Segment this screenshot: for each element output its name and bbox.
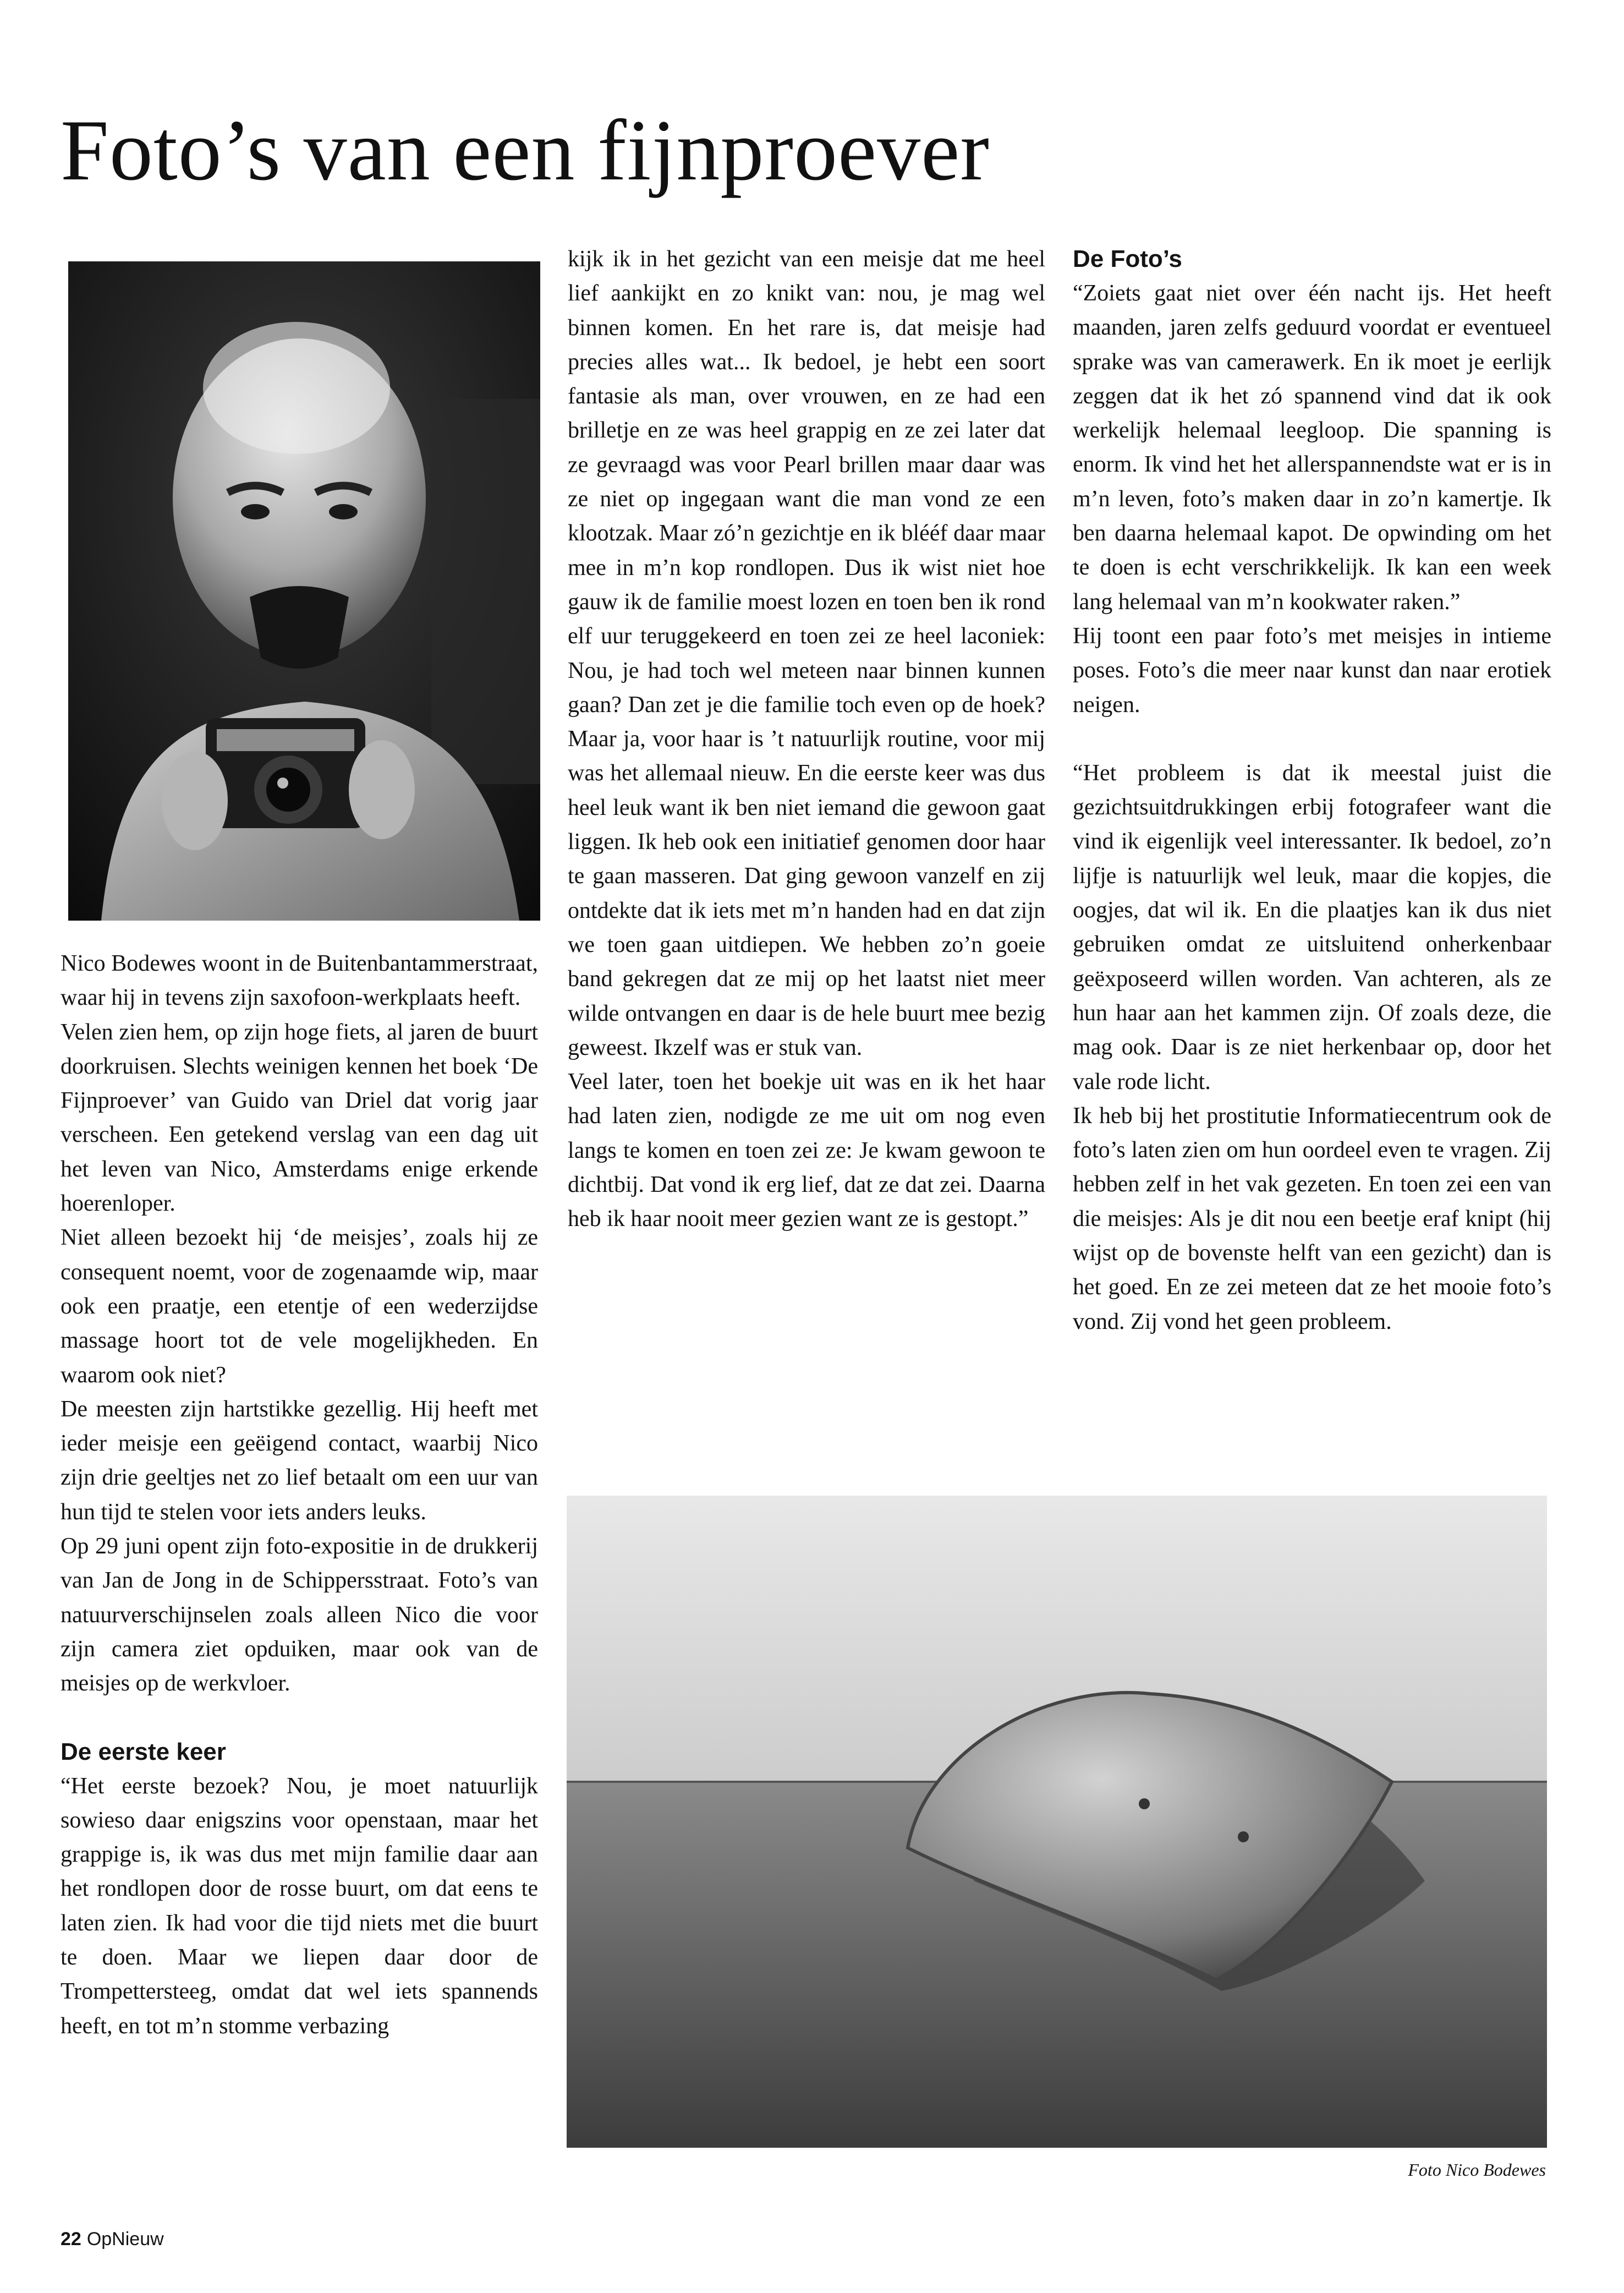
paragraph: Veel later, toen het boekje uit was en ik het haar had laten zien, nodigde ze me uit om nog even langs te komen en toen zei ze: Je kwam gewoon te dichtbij. Dat vond ik erg lief, dat ze dat zei. Daarna heb ik haar nooit meer gezien want ze is gestopt.” <box>568 1069 1045 1232</box>
photo-caption: Foto Nico Bodewes <box>1408 2160 1546 2180</box>
paragraph: “Het probleem is dat ik meestal juist die gezichtsuitdrukkingen erbij fotografeer want die vind ik eigenlijk veel interessanter. Ik bedoel, zo’n lijfje is natuurlijk wel leuk, maar die kopjes, die oogjes, dat wil ik. En die plaatjes kan ik dus niet gebruiken omdat ze uitsluitend onherkenbaar geëxposeerd willen worden. Van achteren, als ze hun haar aan het kammen zijn. Of zoals deze, die mag ook. Daar is ze niet herkenbaar op, door het vale rode licht. <box>1073 760 1551 1094</box>
paragraph: Velen zien hem, op zijn hoge fiets, al jaren de buurt doorkruisen. Slechts weinigen kennen het boek ‘De Fijnproever’ van Guido van Driel dat vorig jaar verscheen. Een getekend verslag van een dag uit het leven van Nico, Amsterdams enige erkende hoerenloper. <box>61 1019 538 1217</box>
article-title: Foto’s van een fijnproever <box>61 102 990 199</box>
paragraph: Niet alleen bezoekt hij ‘de meisjes’, zoals hij ze consequent noemt, voor de zogenaamde wip, maar ook een praatje, een etentje of een wederzijdse massage hoort tot de vele mogelijkheden. En waarom ook niet? <box>61 1225 538 1388</box>
section-heading: De Foto’s <box>1073 245 1182 272</box>
cushion-photo <box>567 1496 1547 2148</box>
column-2 <box>568 242 1045 1236</box>
page-footer <box>61 2229 164 2250</box>
paragraph: “Het eerste bezoek? Nou, je moet natuurlijk sowieso daar enigszins voor openstaan, maar het grappige is, ik was dus met mijn familie daar aan het rondlopen door de rosse buurt, om dat eens te laten zien. Ik had voor die tijd niets met die buurt te doen. Maar we liepen daar door de Trompettersteeg, omdat dat wel iets spannends heeft, en tot m’n stomme verbazing <box>61 1773 538 2039</box>
magazine-name: OpNieuw <box>86 2229 164 2250</box>
portrait-photo <box>68 261 540 921</box>
column-3 <box>1073 242 1551 1339</box>
paragraph: kijk ik in het gezicht van een meisje dat me heel lief aankijkt en zo knikt van: nou, je mag wel binnen komen. En het rare is, dat meisje had precies alles wat... Ik bedoel, je hebt een soort fantasie als man, over vrouwen, en ze had een brilletje en ze was heel grappig en ze zei later dat ze gevraagd was voor Pearl brillen maar daar was ze niet op ingegaan want die man vond ze een klootzak. Maar zó’n gezichtje en ik blééf daar maar mee in m’n kop rondlopen. Dus ik wist niet hoe gauw ik de familie moest lozen en toen ben ik rond elf uur teruggekeerd en toen zei ze heel laconiek: Nou, je had toch wel meteen naar binnen kunnen gaan? Dan zet je die familie toch even op de hoek? Maar ja, voor haar is ’t natuurlijk routine, voor mij was het allemaal nieuw. En die eerste keer was dus heel leuk want ik ben niet iemand die gewoon gaat liggen. Ik heb ook een initiatief genomen door haar te gaan masseren. Dat ging gewoon vanzelf en zij ontdekte dat ik iets met m’n handen had en dat zijn we toen gaan uitdiepen. We hebben zo’n goeie band gekregen dat ze mij op het laatst niet meer wilde ontvangen en daar is de hele buurt mee bezig geweest. Ikzelf was er stuk van. <box>568 247 1045 1060</box>
column-1 <box>61 946 538 2043</box>
paragraph: Ik heb bij het prostitutie Informatiecentrum ook de foto’s laten zien om hun oordeel even te vragen. Zij hebben zelf in het vak gezeten. En toen zei een van die meisjes: Als je dit nou een beetje eraf knipt (hij wijst op de bovenste helft van een gezicht) dan is het goed. En ze zei meteen dat ze het mooie foto’s vond. Zij vond het geen probleem. <box>1073 1103 1551 1334</box>
paragraph: De meesten zijn hartstikke gezellig. Hij heeft met ieder meisje een geëigend contact, waarbij Nico zijn drie geeltjes net zo lief betaalt om een uur van hun tijd te stelen voor iets anders leuks. <box>61 1396 538 1525</box>
paragraph: Hij toont een paar foto’s met meisjes in intieme poses. Foto’s die meer naar kunst dan naar erotiek neigen. <box>1073 623 1551 718</box>
paragraph: “Zoiets gaat niet over één nacht ijs. Het heeft maanden, jaren zelfs geduurd voordat er eventueel sprake was van camerawerk. En ik moet je eerlijk zeggen dat ik het zó spannend vind dat ik ook werkelijk helemaal leegloop. Die spanning is enorm. Ik vind het het allerspannendste wat er is in m’n leven, foto’s maken daar in zo’n kamertje. Ik ben daarna helemaal kapot. De opwinding om het te doen is echt verschrikkelijk. Ik kan een week lang helemaal van m’n kookwater raken.” <box>1073 281 1551 615</box>
page-number: 22 <box>61 2229 81 2250</box>
paragraph: Op 29 juni opent zijn foto-expositie in de drukkerij van Jan de Jong in de Schippersstraat. Foto’s van natuurverschijnselen zoals alleen Nico die voor zijn camera ziet opduiken, maar ook van de meisjes op de werkvloer. <box>61 1534 538 1697</box>
section-heading: De eerste keer <box>61 1738 226 1765</box>
paragraph: Nico Bodewes woont in de Buitenbantammerstraat, waar hij in tevens zijn saxofoon-werkplaats heeft. <box>61 951 538 1011</box>
